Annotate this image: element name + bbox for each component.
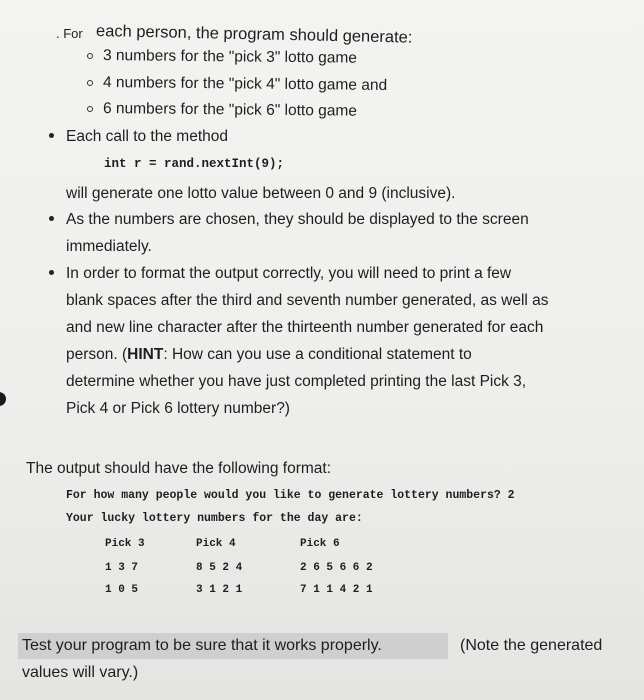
intro-text: each person, the program should generate: [95,22,413,47]
hint-label: HINT [127,346,164,363]
bullet1-text: Each call to the method [66,128,228,145]
hollow-bullet [87,53,93,59]
header-pick6: Pick 6 [300,538,340,550]
intro-prefix: . For [56,26,83,41]
bullet3-line4-post: : How can you use a conditional statement to [163,346,472,363]
bullet1-after: will generate one lotto value between 0 and 9 (inclusive). [66,185,456,202]
bullet3-line4-pre: person. ( [66,346,128,363]
sample-prompt: For how many people would you like to generate lottery numbers? 2 [66,489,515,502]
bullet [49,133,54,138]
row-cell: 1 0 5 [105,584,139,596]
bullet3-line: and new line character after the thirteenth number generated for each [66,319,544,336]
bullet3-line: In order to format the output correctly, you will need to print a few [66,265,512,282]
footer-line2: values will vary.) [22,664,139,681]
footer-highlighted: Test your program to be sure that it works properly. [22,637,382,654]
bullet2-line1: As the numbers are chosen, they should be displayed to the screen [66,211,529,228]
code-snippet: int r = rand.nextInt(9); [104,157,285,171]
row-cell: 1 3 7 [105,562,139,574]
bullet [49,216,54,221]
bullet3-line5: determine whether you have just completed printing the last Pick 3, [66,373,527,390]
sub-item: 3 numbers for the "pick 3" lotto game [102,47,358,67]
edge-dot [0,392,6,406]
bullet2-line2: immediately. [66,238,152,255]
header-pick3: Pick 3 [105,538,145,550]
header-pick4: Pick 4 [196,538,236,550]
bullet3-line4 [66,345,472,365]
footer-note: (Note the generated [460,637,603,654]
sample-lucky: Your lucky lottery numbers for the day are: [66,512,363,525]
hollow-bullet [87,80,93,86]
bullet [49,270,54,275]
row-cell: 3 1 2 1 [196,584,243,596]
bullet3-line: blank spaces after the third and seventh number generated, as well as [66,292,549,309]
row-cell: 7 1 1 4 2 1 [300,584,373,596]
row-cell: 2 6 5 6 6 2 [300,562,373,574]
sub-item: 6 numbers for the "pick 6" lotto game [102,100,358,120]
hollow-bullet [87,106,93,112]
sub-item: 4 numbers for the "pick 4" lotto game and [102,74,388,94]
output-heading: The output should have the following format: [26,460,332,477]
row-cell: 8 5 2 4 [196,562,243,574]
bullet3-line6: Pick 4 or Pick 6 lottery number?) [66,400,290,417]
